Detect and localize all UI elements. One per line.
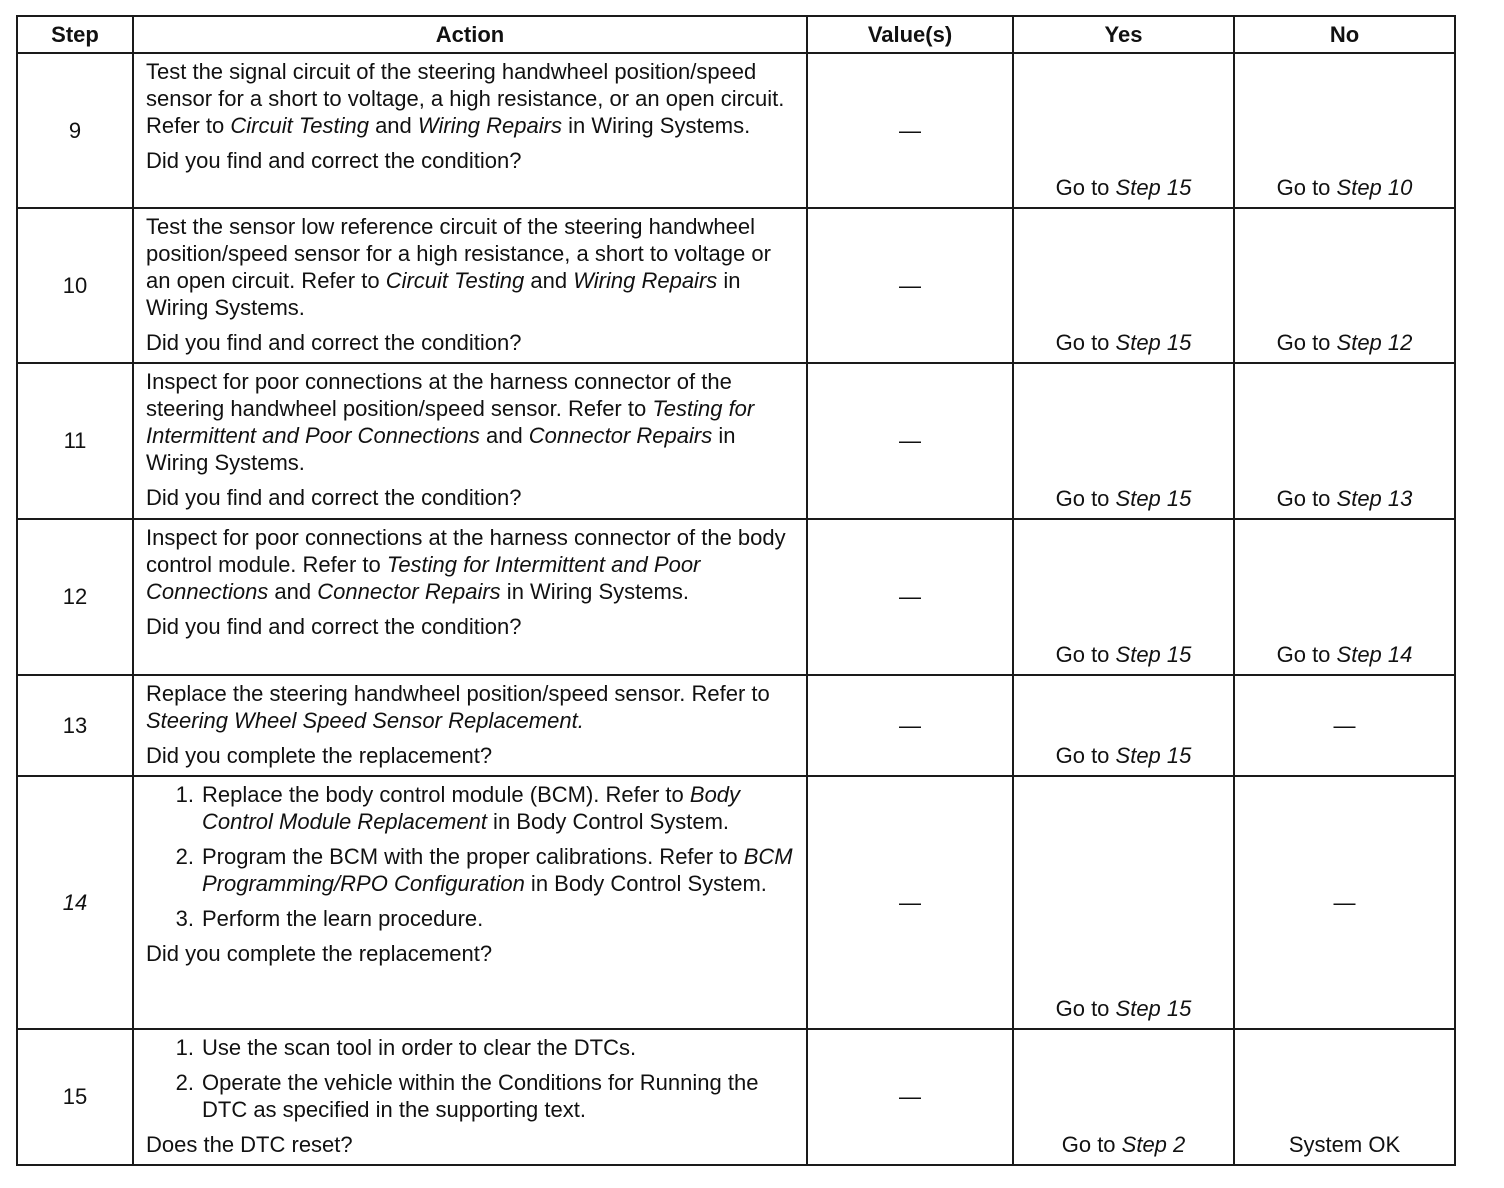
reference-link-text: Connector Repairs bbox=[317, 579, 501, 604]
reference-link-text: Step 15 bbox=[1115, 996, 1192, 1021]
reference-link-text: Step 15 bbox=[1115, 486, 1192, 511]
reference-link-text: Step 15 bbox=[1115, 330, 1192, 355]
table-row bbox=[17, 1029, 1455, 1165]
no-cell bbox=[1234, 776, 1455, 1029]
value-cell: — bbox=[807, 363, 1013, 519]
action-text bbox=[146, 213, 796, 321]
value-cell: — bbox=[807, 675, 1013, 776]
yes-cell bbox=[1013, 519, 1234, 675]
table-row bbox=[17, 363, 1455, 519]
text-segment: Perform the learn procedure. bbox=[202, 906, 484, 931]
text-segment: Go to bbox=[1055, 996, 1116, 1021]
list-item-number: 1. bbox=[175, 782, 194, 807]
text-segment: Operate the vehicle within the Conditions for Running the DTC as specified in the supporting text. bbox=[202, 1070, 759, 1122]
step-number: 12 bbox=[17, 519, 133, 675]
action-steps-list bbox=[146, 781, 796, 932]
text-segment: Replace the body control module (BCM). Refer to bbox=[202, 782, 690, 807]
step-number: 11 bbox=[17, 363, 133, 519]
header-yes: Yes bbox=[1013, 16, 1234, 53]
action-question: Did you find and correct the condition? bbox=[146, 148, 522, 173]
step-number: 13 bbox=[17, 675, 133, 776]
reference-link-text: Step 14 bbox=[1336, 642, 1413, 667]
reference-link-text: Wiring Repairs bbox=[573, 268, 718, 293]
reference-link-text: Step 15 bbox=[1115, 642, 1192, 667]
action-text bbox=[146, 524, 796, 605]
reference-link-text: Wiring Repairs bbox=[417, 113, 562, 138]
reference-link-text: Connector Repairs bbox=[528, 423, 713, 448]
yes-cell bbox=[1013, 53, 1234, 208]
value-cell: — bbox=[807, 53, 1013, 208]
yes-cell bbox=[1013, 1029, 1234, 1165]
yes-cell bbox=[1013, 208, 1234, 363]
header-step: Step bbox=[17, 16, 133, 53]
action-question: Did you find and correct the condition? bbox=[146, 330, 522, 355]
list-item bbox=[146, 1034, 796, 1061]
text-segment: in Wiring Systems. bbox=[146, 423, 736, 475]
action-steps-list bbox=[146, 1034, 796, 1123]
no-cell bbox=[1234, 53, 1455, 208]
diagnostic-table bbox=[16, 15, 1456, 1166]
action-cell bbox=[133, 363, 807, 519]
no-cell bbox=[1234, 519, 1455, 675]
text-segment: Go to bbox=[1276, 175, 1337, 200]
reference-link-text: BCM Programming/RPO Configuration bbox=[202, 844, 793, 896]
text-segment: Test the signal circuit of the steering handwheel position/speed sensor for a short to voltage, a high resistance, or an open circuit. Refer to bbox=[146, 59, 785, 138]
action-text bbox=[146, 368, 796, 476]
no-cell bbox=[1234, 363, 1455, 519]
text-segment: in Wiring Systems. bbox=[146, 268, 741, 320]
text-segment: System OK bbox=[1288, 1132, 1401, 1157]
action-text bbox=[146, 58, 796, 139]
text-segment: Test the sensor low reference circuit of the steering handwheel position/speed sensor for a high resistance, a short to voltage or an open circuit. Refer to bbox=[146, 214, 771, 293]
text-segment: Use the scan tool in order to clear the DTCs. bbox=[202, 1035, 637, 1060]
reference-link-text: Testing for Intermittent and Poor Connections bbox=[146, 396, 755, 448]
action-cell bbox=[133, 519, 807, 675]
text-segment: in Body Control System. bbox=[524, 871, 767, 896]
reference-link-text: Step 15 bbox=[1115, 743, 1192, 768]
yes-cell bbox=[1013, 776, 1234, 1029]
value-cell: — bbox=[807, 519, 1013, 675]
no-cell bbox=[1234, 675, 1455, 776]
list-item bbox=[146, 905, 796, 932]
list-item bbox=[146, 1069, 796, 1123]
list-item-text bbox=[202, 905, 796, 932]
no-cell bbox=[1234, 208, 1455, 363]
table-body bbox=[17, 53, 1455, 1165]
text-segment: Go to bbox=[1276, 330, 1337, 355]
header-values: Value(s) bbox=[807, 16, 1013, 53]
text-segment: — bbox=[1333, 890, 1356, 915]
action-question: Does the DTC reset? bbox=[146, 1132, 353, 1157]
step-number: 15 bbox=[17, 1029, 133, 1165]
text-segment: — bbox=[1333, 713, 1356, 738]
yes-cell bbox=[1013, 675, 1234, 776]
list-item-number: 1. bbox=[175, 1035, 194, 1060]
text-segment: Replace the steering handwheel position/speed sensor. Refer to bbox=[146, 681, 770, 706]
action-cell bbox=[133, 776, 807, 1029]
text-segment: Inspect for poor connections at the harness connector of the body control module. Refer to bbox=[146, 525, 786, 577]
text-segment: and bbox=[479, 423, 529, 448]
action-text bbox=[146, 680, 796, 734]
reference-link-text: Step 12 bbox=[1336, 330, 1413, 355]
text-segment: in Wiring Systems. bbox=[561, 113, 751, 138]
step-number: 10 bbox=[17, 208, 133, 363]
reference-link-text: Steering Wheel Speed Sensor Replacement. bbox=[146, 708, 584, 733]
text-segment: Go to bbox=[1055, 642, 1116, 667]
action-question: Did you find and correct the condition? bbox=[146, 614, 522, 639]
action-question: Did you complete the replacement? bbox=[146, 743, 493, 768]
list-item-text bbox=[202, 1069, 796, 1123]
header-action: Action bbox=[133, 16, 807, 53]
list-item-number: 2. bbox=[175, 1070, 194, 1095]
reference-link-text: Testing for Intermittent and Poor Connections bbox=[146, 552, 701, 604]
reference-link-text: Circuit Testing bbox=[230, 113, 369, 138]
text-segment: and bbox=[524, 268, 574, 293]
text-segment: Go to bbox=[1276, 642, 1337, 667]
text-segment: in Body Control System. bbox=[486, 809, 730, 834]
action-cell bbox=[133, 53, 807, 208]
text-segment: Go to bbox=[1055, 743, 1116, 768]
header-no: No bbox=[1234, 16, 1455, 53]
text-segment: Go to bbox=[1055, 175, 1116, 200]
text-segment: Go to bbox=[1055, 486, 1116, 511]
action-question: Did you complete the replacement? bbox=[146, 941, 493, 966]
reference-link-text: Step 2 bbox=[1121, 1132, 1186, 1157]
value-cell: — bbox=[807, 776, 1013, 1029]
table-row bbox=[17, 53, 1455, 208]
text-segment: Program the BCM with the proper calibrations. Refer to bbox=[202, 844, 744, 869]
text-segment: and bbox=[268, 579, 318, 604]
table-row bbox=[17, 519, 1455, 675]
value-cell: — bbox=[807, 1029, 1013, 1165]
table-row bbox=[17, 776, 1455, 1029]
header-row bbox=[17, 16, 1455, 53]
list-item bbox=[146, 781, 796, 835]
value-cell: — bbox=[807, 208, 1013, 363]
action-cell bbox=[133, 208, 807, 363]
yes-cell bbox=[1013, 363, 1234, 519]
step-number: 14 bbox=[17, 776, 133, 1029]
reference-link-text: Step 10 bbox=[1336, 175, 1413, 200]
list-item bbox=[146, 843, 796, 897]
table-row bbox=[17, 208, 1455, 363]
reference-link-text: Step 15 bbox=[1115, 175, 1192, 200]
list-item-number: 3. bbox=[175, 906, 194, 931]
text-segment: Go to bbox=[1061, 1132, 1122, 1157]
text-segment: Go to bbox=[1276, 486, 1337, 511]
table-row bbox=[17, 675, 1455, 776]
text-segment: Go to bbox=[1055, 330, 1116, 355]
text-segment: and bbox=[368, 113, 418, 138]
list-item-text bbox=[202, 1034, 796, 1061]
list-item-text bbox=[202, 781, 796, 835]
action-question: Did you find and correct the condition? bbox=[146, 485, 522, 510]
list-item-text bbox=[202, 843, 796, 897]
reference-link-text: Body Control Module Replacement bbox=[202, 782, 741, 834]
step-number: 9 bbox=[17, 53, 133, 208]
no-cell bbox=[1234, 1029, 1455, 1165]
action-cell bbox=[133, 675, 807, 776]
action-cell bbox=[133, 1029, 807, 1165]
list-item-number: 2. bbox=[175, 844, 194, 869]
text-segment: in Wiring Systems. bbox=[500, 579, 689, 604]
reference-link-text: Step 13 bbox=[1336, 486, 1413, 511]
reference-link-text: Circuit Testing bbox=[385, 268, 525, 293]
text-segment: Inspect for poor connections at the harness connector of the steering handwheel position/speed sensor. Refer to bbox=[146, 369, 732, 421]
